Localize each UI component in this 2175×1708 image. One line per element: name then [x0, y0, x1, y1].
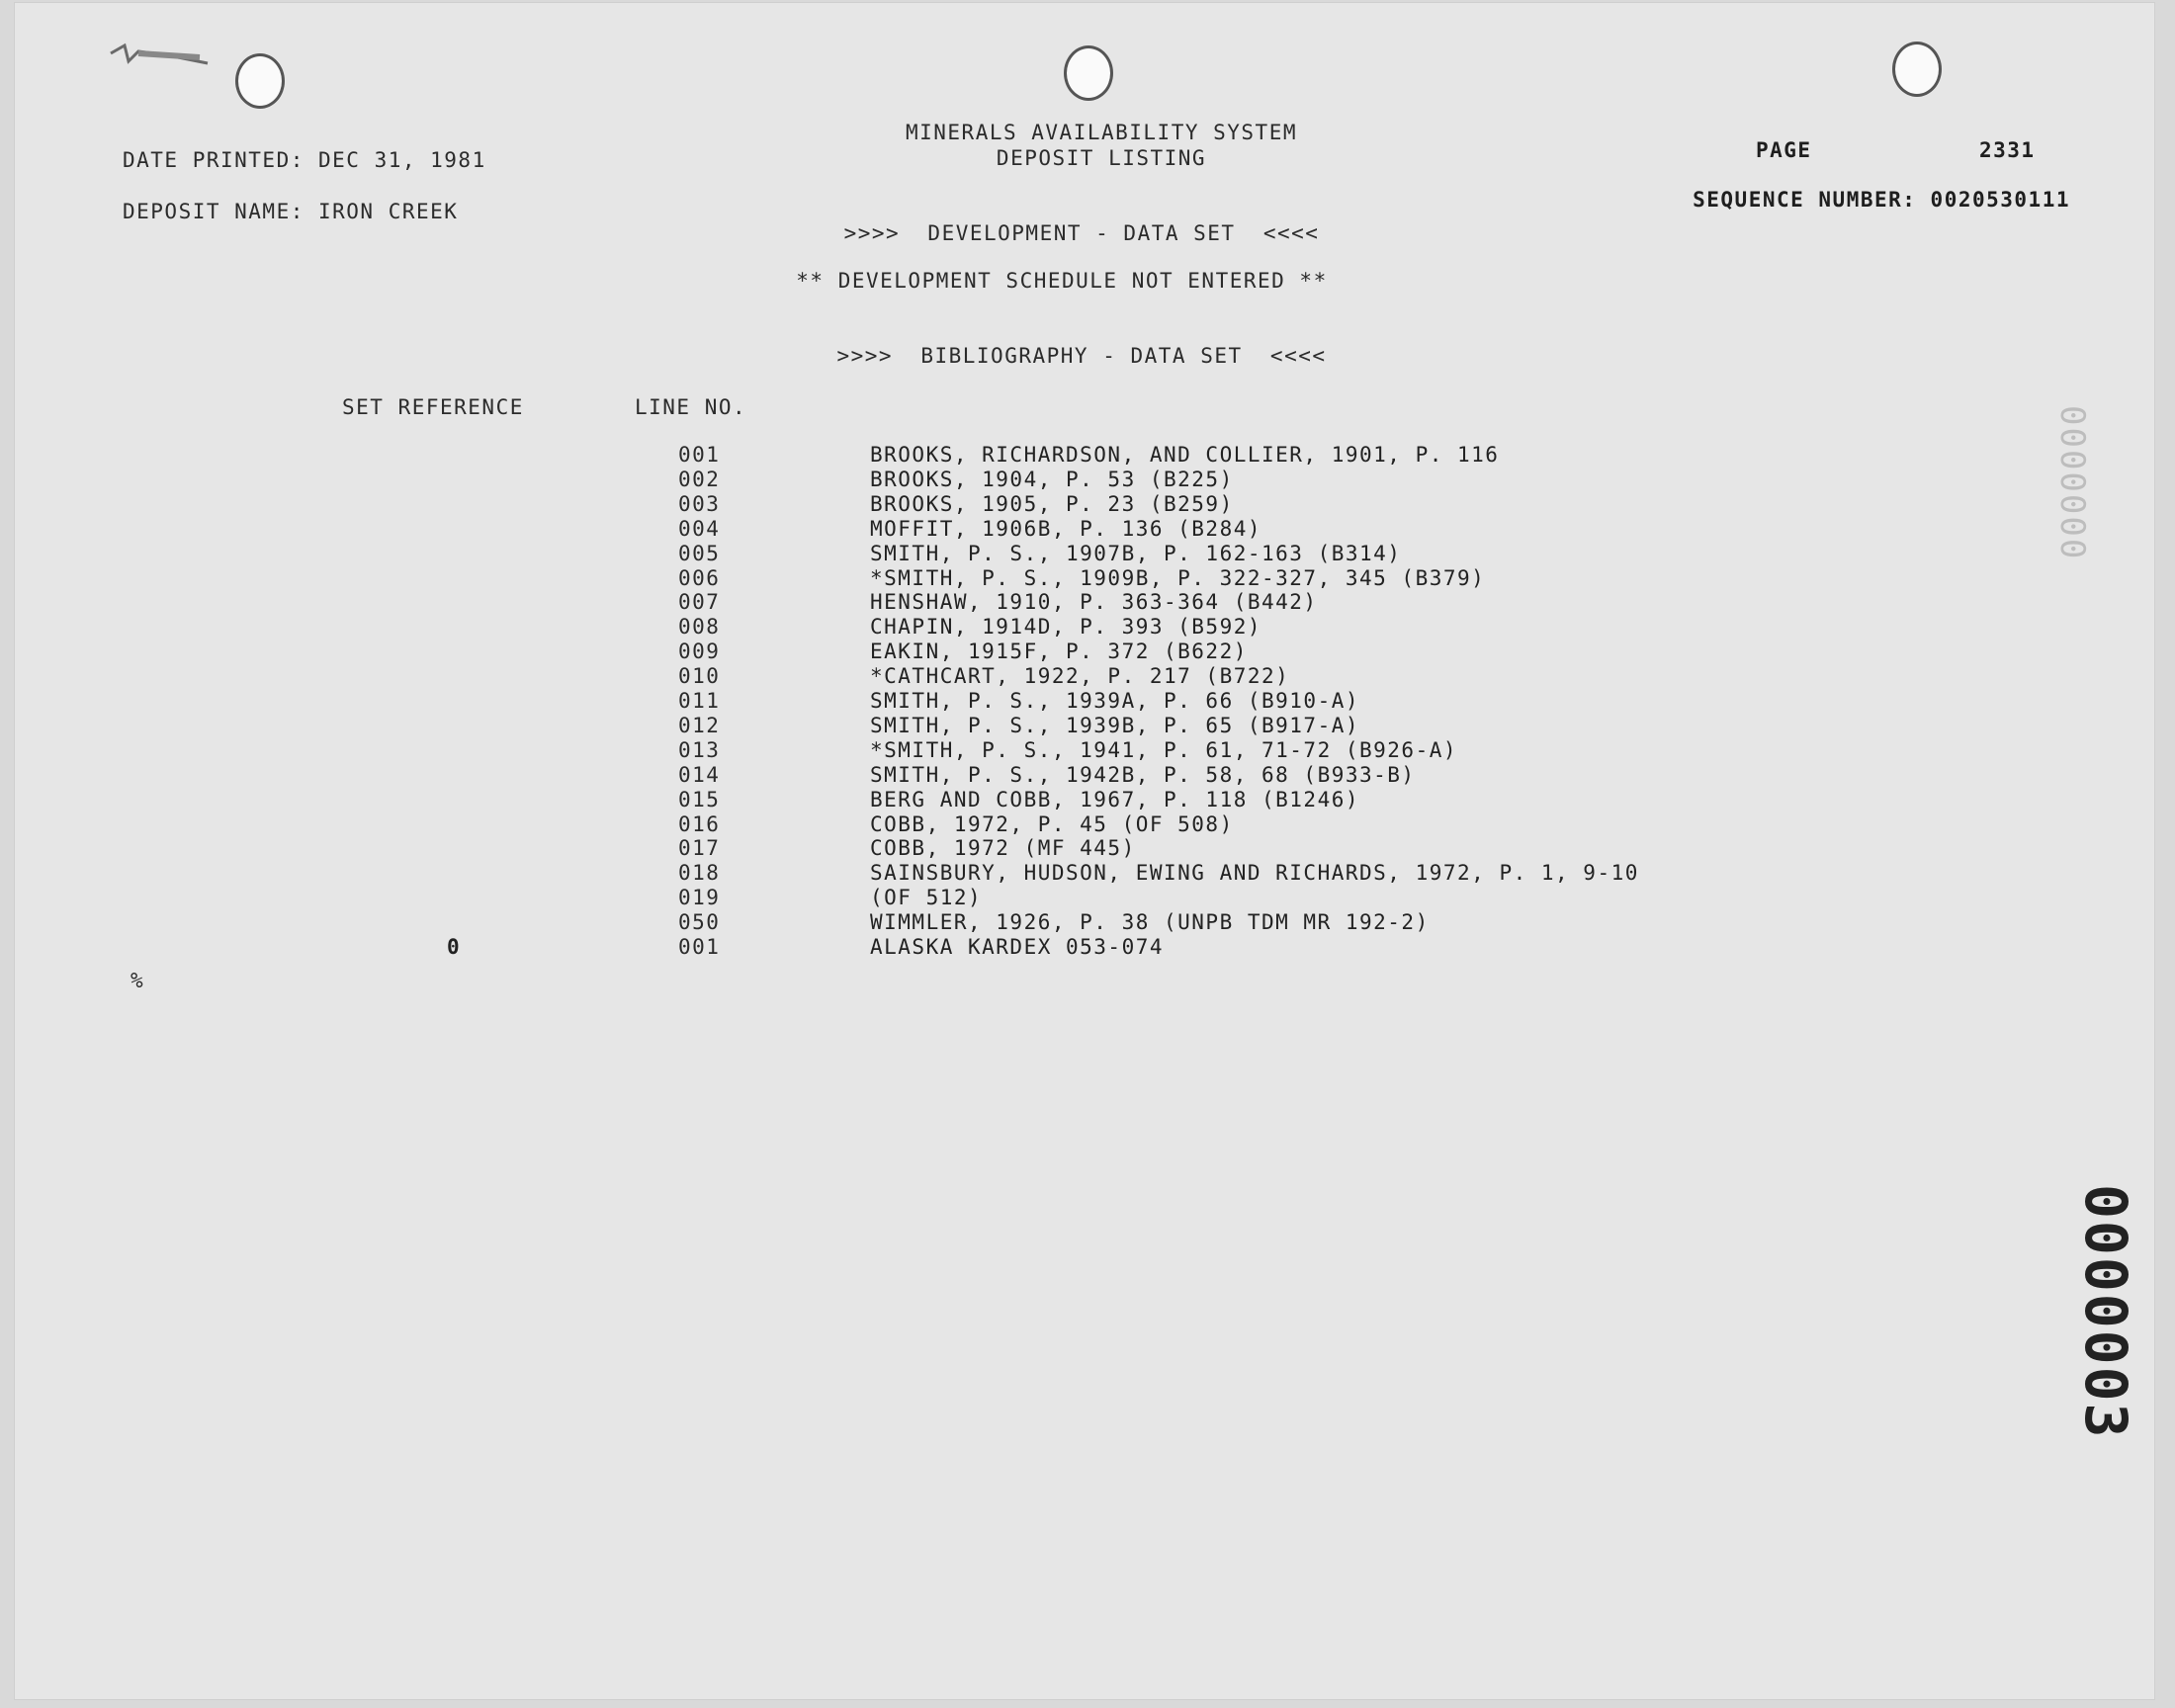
date-printed: DATE PRINTED: DEC 31, 1981	[123, 148, 486, 172]
bibliography-row	[14, 689, 1991, 714]
row-line-number: 006	[678, 565, 721, 590]
bibliography-row	[14, 664, 1991, 689]
bibliography-row	[14, 443, 1991, 468]
row-line-number: 003	[678, 491, 721, 516]
bibliography-row	[14, 615, 1991, 640]
row-line-number: 014	[678, 762, 721, 787]
bibliography-row	[14, 640, 1991, 664]
row-line-number: 050	[678, 910, 721, 935]
row-line-number: 012	[678, 713, 721, 737]
row-line-number: 002	[678, 467, 721, 491]
col-header-set-reference: SET REFERENCE	[342, 395, 524, 419]
bibliography-row	[14, 886, 1991, 910]
row-line-number: 004	[678, 516, 721, 541]
bibliography-row	[14, 738, 1991, 763]
row-reference: (OF 512)	[870, 886, 983, 910]
bibliography-row	[14, 910, 1991, 935]
row-line-number: 009	[678, 640, 721, 664]
punch-hole-right	[1892, 42, 1942, 97]
pen-mark	[109, 40, 218, 69]
row-reference: EAKIN, 1915F, P. 372 (B622)	[870, 640, 1248, 664]
bibliography-row	[14, 714, 1991, 738]
row-reference: SMITH, P. S., 1939B, P. 65 (B917-A)	[870, 713, 1360, 737]
bibliography-row	[14, 836, 1991, 861]
row-line-number: 005	[678, 541, 721, 565]
bibliography-heading: >>>> BIBLIOGRAPHY - DATA SET <<<<	[836, 344, 1327, 368]
row-reference: *SMITH, P. S., 1909B, P. 322-327, 345 (B379)	[870, 565, 1486, 590]
col-header-line-no: LINE NO.	[635, 395, 747, 419]
bibliography-row	[14, 861, 1991, 886]
bibliography-row	[14, 763, 1991, 788]
punch-hole-left	[235, 53, 285, 109]
bibliography-row	[14, 566, 1991, 591]
row-reference: ALASKA KARDEX 053-074	[870, 935, 1165, 959]
deposit-name: DEPOSIT NAME: IRON CREEK	[123, 200, 459, 223]
row-reference: *SMITH, P. S., 1941, P. 61, 71-72 (B926-A)	[870, 737, 1458, 762]
row-line-number: 015	[678, 787, 721, 811]
row-line-number: 001	[678, 935, 721, 959]
row-reference: CHAPIN, 1914D, P. 393 (B592)	[870, 615, 1262, 640]
side-stamp-faint: 0000000	[2052, 405, 2092, 561]
bibliography-row	[14, 542, 1991, 566]
page-label: PAGE	[1756, 138, 1812, 162]
row-line-number: 010	[678, 664, 721, 689]
listing-title: DEPOSIT LISTING	[996, 146, 1207, 170]
row-reference: SMITH, P. S., 1939A, P. 66 (B910-A)	[870, 689, 1360, 713]
punch-hole-center	[1064, 45, 1113, 101]
row-set-reference: 0	[447, 935, 460, 959]
row-line-number: 019	[678, 886, 721, 910]
row-reference: COBB, 1972, P. 45 (OF 508)	[870, 811, 1234, 836]
row-reference: SAINSBURY, HUDSON, EWING AND RICHARDS, 1972, P. 1, 9-10	[870, 861, 1639, 886]
row-reference: BERG AND COBB, 1967, P. 118 (B1246)	[870, 787, 1360, 811]
row-line-number: 011	[678, 689, 721, 713]
bibliography-row	[14, 812, 1991, 837]
percent-mark: %	[130, 969, 145, 992]
row-reference: COBB, 1972 (MF 445)	[870, 836, 1136, 861]
row-line-number: 001	[678, 443, 721, 467]
row-reference: BROOKS, RICHARDSON, AND COLLIER, 1901, P. 116	[870, 443, 1500, 467]
bibliography-row	[14, 517, 1991, 542]
row-reference: *CATHCART, 1922, P. 217 (B722)	[870, 664, 1290, 689]
row-reference: SMITH, P. S., 1907B, P. 162-163 (B314)	[870, 541, 1402, 565]
row-line-number: 007	[678, 590, 721, 615]
row-reference: HENSHAW, 1910, P. 363-364 (B442)	[870, 590, 1318, 615]
row-line-number: 018	[678, 861, 721, 886]
side-stamp: 0000003	[2072, 1184, 2139, 1440]
row-reference: BROOKS, 1904, P. 53 (B225)	[870, 467, 1234, 491]
row-line-number: 016	[678, 811, 721, 836]
page-number: 2331	[1979, 138, 2036, 162]
printout-sheet	[14, 2, 2155, 1700]
bibliography-row	[14, 788, 1991, 812]
row-reference: MOFFIT, 1906B, P. 136 (B284)	[870, 516, 1262, 541]
row-reference: BROOKS, 1905, P. 23 (B259)	[870, 491, 1234, 516]
row-line-number: 013	[678, 737, 721, 762]
development-heading: >>>> DEVELOPMENT - DATA SET <<<<	[843, 221, 1320, 245]
development-note: ** DEVELOPMENT SCHEDULE NOT ENTERED **	[796, 269, 1328, 293]
row-reference: WIMMLER, 1926, P. 38 (UNPB TDM MR 192-2)	[870, 910, 1430, 935]
bibliography-row	[14, 492, 1991, 517]
row-reference: SMITH, P. S., 1942B, P. 58, 68 (B933-B)	[870, 762, 1416, 787]
system-title: MINERALS AVAILABILITY SYSTEM	[905, 121, 1297, 144]
row-line-number: 017	[678, 836, 721, 861]
bibliography-row	[14, 935, 1991, 960]
bibliography-row	[14, 468, 1991, 492]
bibliography-row	[14, 590, 1991, 615]
row-line-number: 008	[678, 615, 721, 640]
sequence-number: SEQUENCE NUMBER: 0020530111	[1693, 188, 2070, 212]
